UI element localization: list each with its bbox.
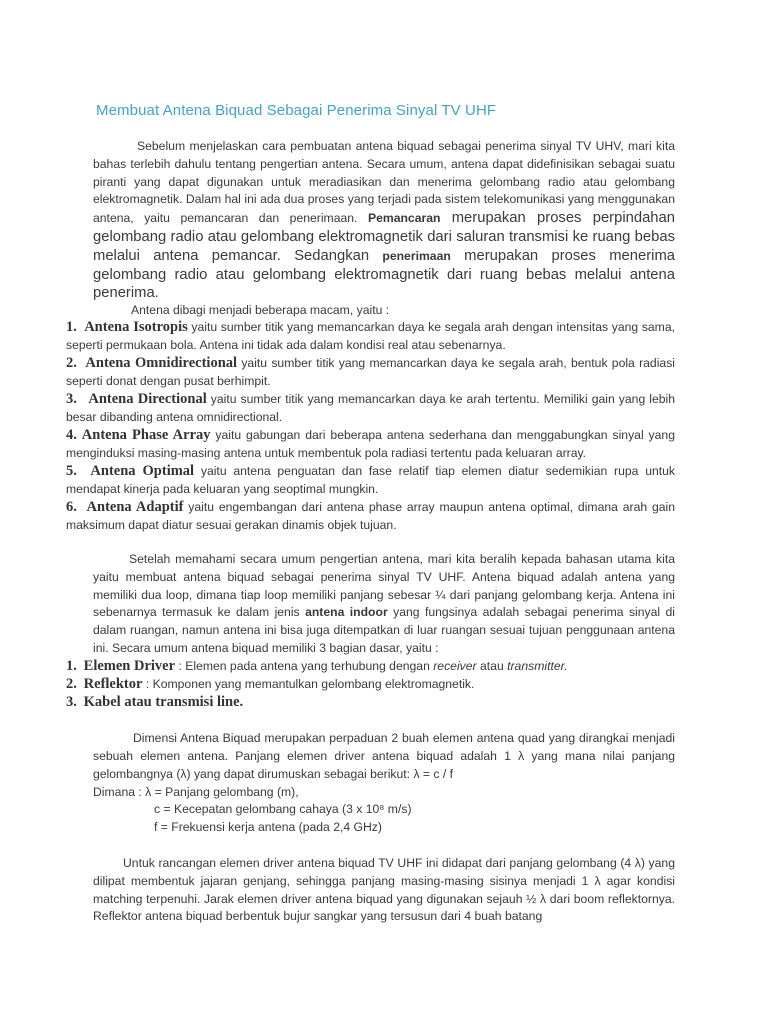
list-item-type-4 — [66, 427, 675, 463]
dimensi-text: Dimensi Antena Biquad merupakan perpaduan 2 buah elemen antena quad yang dirangkai menjadi sebuah elemen antena. Panjang elemen driver antena biquad adalah 1 λ yang mana nilai panjang gelombangnya (λ) yang dapat dirumuskan sebagai berikut: λ = c / f — [93, 731, 675, 781]
list-desc: : Elemen pada antena yang terhubung dengan — [175, 659, 434, 673]
list-desc: yaitu engembangan dari antena phase array maupun antena optimal, dimana arah gain maksimum dapat diatur sesuai gerakan dinamis objek tujuan. — [66, 500, 675, 532]
list-term: Antena Isotropis — [84, 319, 188, 335]
intro-paragraph — [93, 138, 675, 303]
intro-text-1: Sebelum menjelaskan cara pembuatan antena biquad sebagai penerima sinyal TV UHV, mari kita bahas terlebih dahulu tentang pengertian antena. Secara umum, antena dapat didefinisikan sebagai suatu piranti yang dapat digunakan untuk meradiasikan dan menerima gelombang radio atau gelombang elektromagnetik. Dalam hal ini ada dua proses yang terjadi pada sistem telekomunikasi yang menggunakan antena, yaitu pemancaran dan penerimaan. — [93, 139, 675, 226]
list-desc: yaitu gabungan dari beberapa antena sederhana dan menggabungkan sinyal yang menginduksi masing-masing antena untuk membentuk pola radiasi tertentu pada keluaran array. — [66, 428, 675, 460]
biquad-paragraph — [93, 551, 675, 658]
list-number: 1. — [66, 658, 77, 674]
list-desc: yaitu sumber titik yang memancarkan daya ke segala arah, bentuk pola radiasi seperti donat dengan pusat berhimpit. — [66, 356, 675, 388]
list-item-type-6 — [66, 499, 675, 535]
list-term: Antena Directional — [84, 391, 207, 407]
list-desc-italic: receiver — [433, 659, 477, 673]
list-number: 4. — [66, 427, 77, 443]
list-item-type-3 — [66, 391, 675, 427]
list-item-part-1 — [66, 658, 568, 676]
list-term: Kabel atau transmisi line. — [83, 694, 244, 710]
list-number: 3. — [66, 694, 77, 710]
list-item-part-2 — [66, 676, 474, 694]
list-item-type-2 — [66, 355, 675, 391]
intro-text-2: merupakan proses perpindahan gelombang radio atau gelombang elektromagnetik dari saluran transmisi ke ruang bebas melalui antena pemancar. Sedangkan — [93, 210, 675, 264]
biquad-term-indoor: antena indoor — [305, 605, 388, 620]
list-number: 2. — [66, 355, 77, 371]
dimensi-paragraph — [93, 730, 675, 783]
formula-c: c = Kecepatan gelombang cahaya (3 x 10⁸ m/s) — [154, 802, 412, 816]
list-number: 3. — [66, 391, 77, 407]
document-title: Membuat Antena Biquad Sebagai Penerima Sinyal TV UHF — [96, 102, 497, 119]
list-desc: yaitu antena penguatan dan fase relatif tiap elemen diatur sedemikian rupa untuk mendapat kinerja pada keluaran yang seoptimal mungkin. — [66, 464, 676, 496]
intro-text-3: merupakan proses menerima gelombang radio atau gelombang elektromagnetik dari ruang bebas melalui antena penerima. — [93, 247, 675, 302]
list-term: Antena Omnidirectional — [85, 355, 238, 371]
intro-term-penerimaan: penerimaan — [382, 248, 451, 263]
list-term: Antena Optimal — [90, 463, 195, 479]
list-term: Antena Phase Array — [81, 427, 211, 443]
biquad-text-2: yang fungsinya adalah sebagai penerima sinyal di dalam ruangan, namun antena ini bisa juga ditempatkan di luar ruangan sesuai tujuan penggunaan antena ini. Secara umum antena biquad memiliki 3 bagian dasar, yaitu : — [93, 605, 676, 655]
list-term: Antena Adaptif — [86, 499, 184, 515]
types-intro: Antena dibagi menjadi beberapa macam, yaitu : — [131, 303, 390, 317]
biquad-text-1: Setelah memahami secara umum pengertian antena, mari kita beralih kepada bahasan utama kita yaitu membuat antena biquad sebagai penerima sinyal TV UHF. Antena biquad adalah antena yang memiliki dua loop, dimana tiap loop memiliki panjang sebesar ¼ dari panjang gelombang kerja. Antena ini sebenarnya termasuk ke dalam jenis — [93, 552, 675, 620]
list-desc: yaitu sumber titik yang memancarkan daya ke segala arah dengan intensitas yang sama, seperti permukaan bola. Antena ini tidak ada dalam kondisi real atau sebenarnya. — [66, 320, 676, 352]
formula-f: f = Frekuensi kerja antena (pada 2,4 GHz) — [154, 820, 382, 834]
list-desc: : Komponen yang memantulkan gelombang elektromagnetik. — [142, 677, 475, 691]
list-desc-italic: transmitter. — [507, 659, 568, 673]
intro-term-pemancaran: Pemancaran — [367, 211, 441, 226]
list-term: Reflektor — [83, 676, 143, 692]
rancangan-paragraph — [93, 855, 675, 926]
list-term: Elemen Driver — [83, 658, 176, 674]
list-item-type-1 — [66, 319, 675, 355]
formula-dimana: Dimana : λ = Panjang gelombang (m), — [93, 785, 299, 799]
list-number: 6. — [66, 499, 77, 515]
list-number: 5. — [66, 463, 77, 479]
list-item-part-3 — [66, 694, 243, 712]
rancangan-text: Untuk rancangan elemen driver antena biquad TV UHF ini didapat dari panjang gelombang (4 λ) yang dilipat membentuk jajaran genjang, sehingga panjang masing-masing sisinya menjadi 1 λ agar kondisi matching terpenuhi. Jarak elemen driver antena biquad yang digunakan sejauh ½ λ dari boom reflektornya. Reflektor antena biquad berbentuk bujur sangkar yang tersusun dari 4 buah batang — [93, 856, 675, 924]
list-desc: yaitu sumber titik yang memancarkan daya ke arah tertentu. Memiliki gain yang lebih besar dibanding antena omnidirectional. — [66, 392, 675, 424]
list-desc: atau — [476, 659, 508, 673]
list-number: 1. — [66, 319, 77, 335]
list-number: 2. — [66, 676, 77, 692]
list-item-type-5 — [66, 463, 675, 499]
